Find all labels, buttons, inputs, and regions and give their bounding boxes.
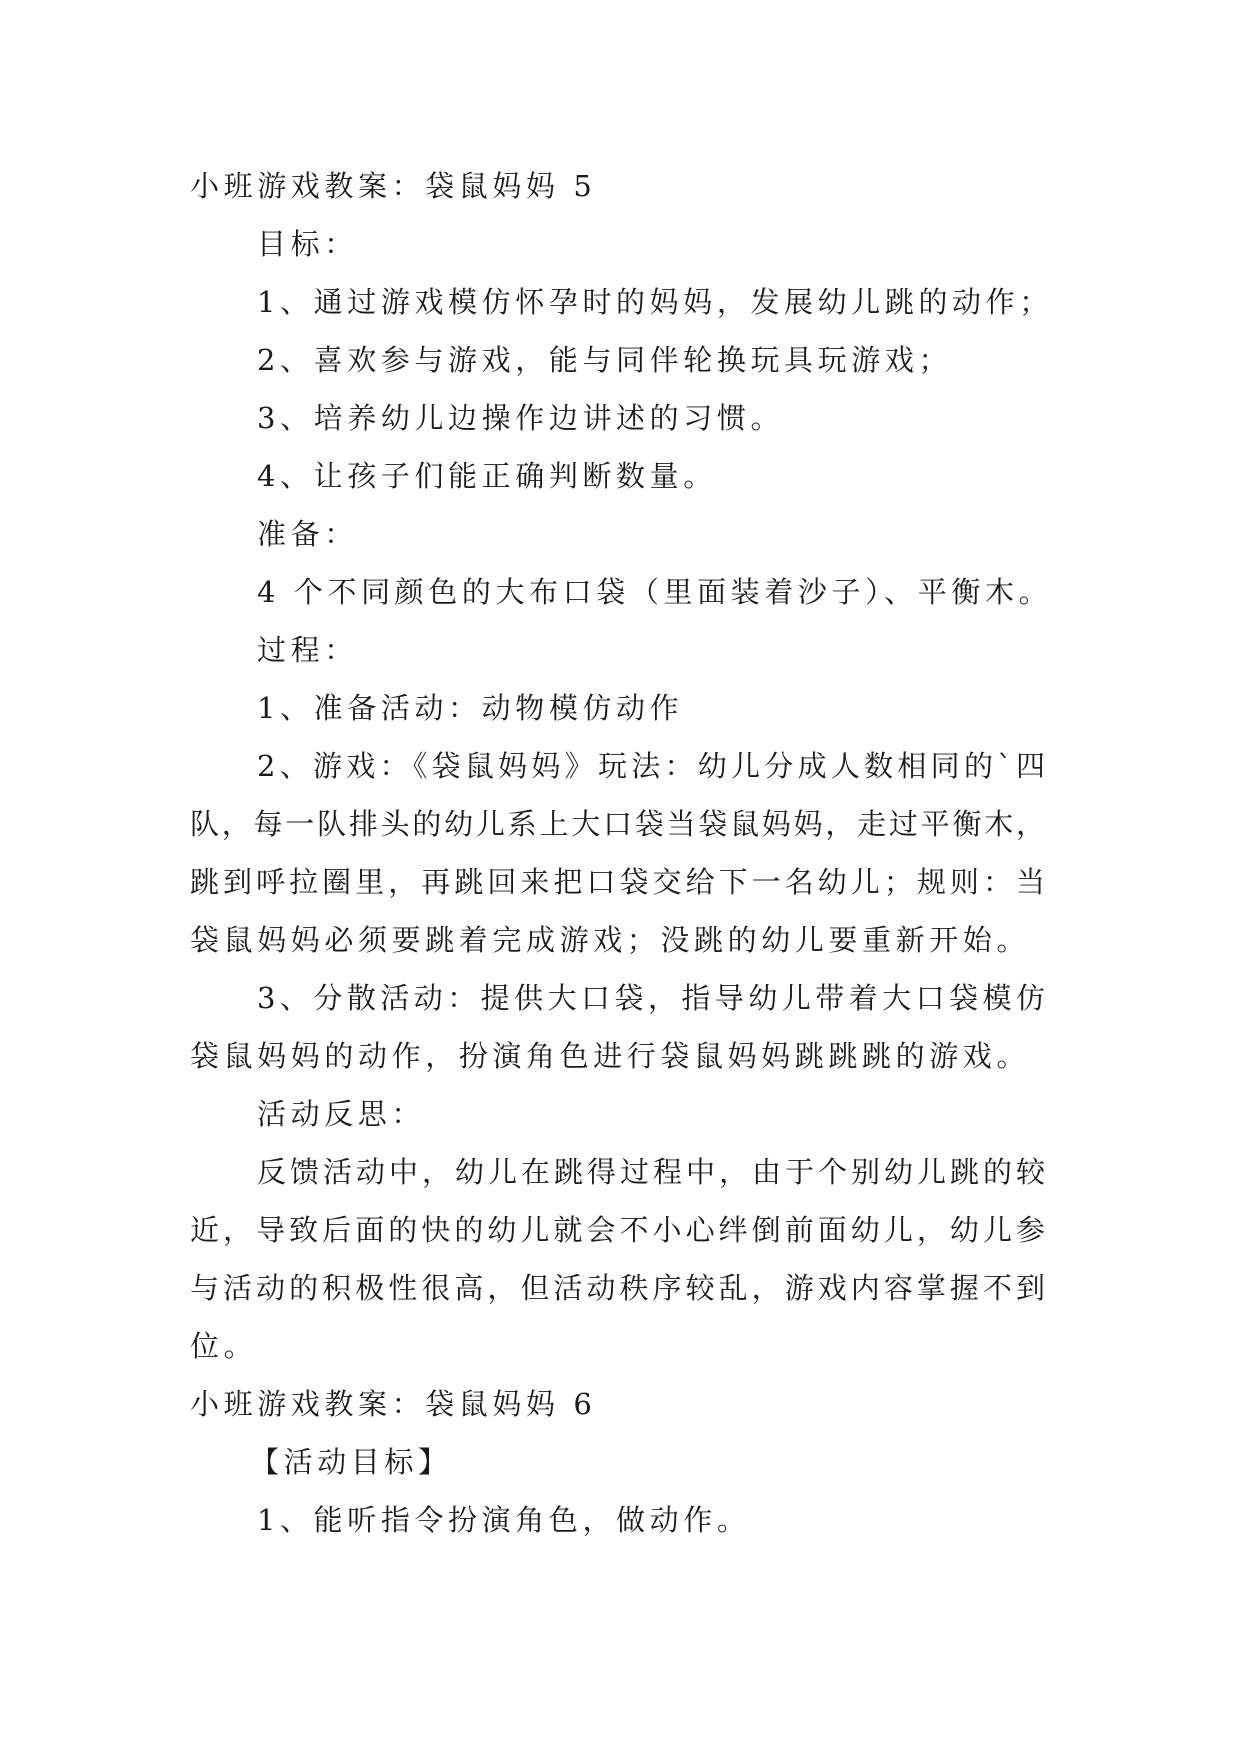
goal-item-3: 3、培养幼儿边操作边讲述的习惯。 [257, 401, 785, 435]
process-step-2-line-3: 跳到呼拉圈里，再跳回来把口袋交给下一名幼儿；规则：当 [190, 865, 1045, 899]
activity-goal-heading: 【活动目标】 [250, 1445, 452, 1479]
goal-heading: 目标： [257, 227, 358, 261]
reflection-line-2: 近，导致后面的快的幼儿就会不小心绊倒前面幼儿，幼儿参 [190, 1213, 1045, 1247]
goal-item-4: 4、让孩子们能正确判断数量。 [257, 459, 717, 493]
reflection-line-3: 与活动的积极性很高，但活动秩序较乱，游戏内容掌握不到 [190, 1271, 1045, 1305]
prep-text: 4 个不同颜色的大布口袋（里面装着沙子）、平衡木。 [257, 575, 1053, 609]
reflection-heading: 活动反思： [257, 1097, 426, 1131]
section-title-5: 小班游戏教案：袋鼠妈妈 5 [190, 169, 597, 203]
process-step-1: 1、准备活动：动物模仿动作 [257, 691, 684, 725]
goal-item-1: 1、通过游戏模仿怀孕时的妈妈，发展幼儿跳的动作； [257, 285, 1053, 319]
section-title-6: 小班游戏教案：袋鼠妈妈 6 [190, 1387, 597, 1421]
reflection-line-4: 位。 [190, 1329, 258, 1363]
process-step-3-line-2: 袋鼠妈妈的动作，扮演角色进行袋鼠妈妈跳跳跳的游戏。 [190, 1039, 1031, 1073]
process-step-2-line-4: 袋鼠妈妈必须要跳着完成游戏；没跳的幼儿要重新开始。 [190, 923, 1031, 957]
reflection-line-1: 反馈活动中，幼儿在跳得过程中，由于个别幼儿跳的较 [257, 1155, 1045, 1189]
process-step-2-line-1: 2、游戏：《袋鼠妈妈》玩法：幼儿分成人数相同的`四 [257, 749, 1045, 783]
prep-heading: 准备： [257, 517, 358, 551]
process-step-2-line-2: 队，每一队排头的幼儿系上大口袋当袋鼠妈妈，走过平衡木， [190, 807, 1045, 841]
goal-item-2: 2、喜欢参与游戏，能与同伴轮换玩具玩游戏； [257, 343, 953, 377]
activity-goal-item-1: 1、能听指令扮演角色，做动作。 [257, 1503, 751, 1537]
process-step-3-line-1: 3、分散活动：提供大口袋，指导幼儿带着大口袋模仿 [257, 981, 1045, 1015]
process-heading: 过程： [257, 633, 358, 667]
